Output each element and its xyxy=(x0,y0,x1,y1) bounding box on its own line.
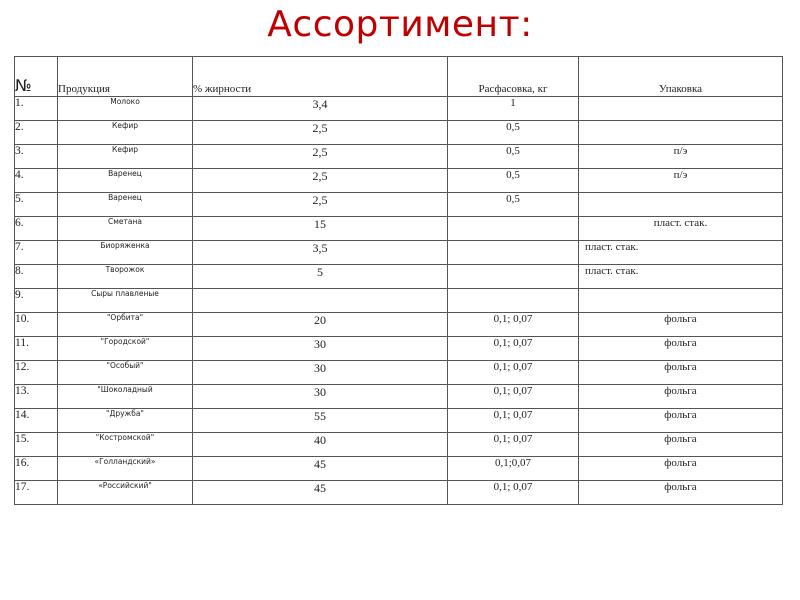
row-product: "Костромской" xyxy=(58,433,193,457)
row-package xyxy=(579,97,783,121)
row-packing: 0,1; 0,07 xyxy=(448,409,579,433)
table-row xyxy=(15,337,783,361)
row-product: "Особый" xyxy=(58,361,193,385)
row-product: Кефир xyxy=(58,121,193,145)
row-fat: 45 xyxy=(193,457,448,481)
row-product: Сметана xyxy=(58,217,193,241)
header-package: Упаковка xyxy=(579,57,783,97)
row-number: 6. xyxy=(15,217,58,241)
row-number: 12. xyxy=(15,361,58,385)
row-package: фольга xyxy=(579,481,783,505)
table-row xyxy=(15,409,783,433)
row-package: пласт. стак. xyxy=(579,217,783,241)
row-package xyxy=(579,193,783,217)
row-product: Биоряженка xyxy=(58,241,193,265)
row-number: 5. xyxy=(15,193,58,217)
row-package: п/э xyxy=(579,145,783,169)
row-product: Варенец xyxy=(58,193,193,217)
row-package xyxy=(579,289,783,313)
row-number: 3. xyxy=(15,145,58,169)
row-number: 8. xyxy=(15,265,58,289)
page-title: Ассортимент: xyxy=(267,4,533,45)
table-row xyxy=(15,361,783,385)
row-number: 11. xyxy=(15,337,58,361)
row-fat: 2,5 xyxy=(193,169,448,193)
row-package: пласт. стак. xyxy=(579,265,783,289)
row-product: «Российский" xyxy=(58,481,193,505)
row-product: "Городской" xyxy=(58,337,193,361)
row-packing: 0,1; 0,07 xyxy=(448,313,579,337)
row-product: Молоко xyxy=(58,97,193,121)
row-number: 14. xyxy=(15,409,58,433)
table-row xyxy=(15,217,783,241)
row-packing xyxy=(448,265,579,289)
table-row xyxy=(15,265,783,289)
row-package: фольга xyxy=(579,313,783,337)
table-row xyxy=(15,169,783,193)
row-product: «Голландский» xyxy=(58,457,193,481)
table-row xyxy=(15,433,783,457)
row-package: фольга xyxy=(579,457,783,481)
row-packing: 1 xyxy=(448,97,579,121)
row-package: пласт. стак. xyxy=(579,241,783,265)
row-packing: 0,5 xyxy=(448,193,579,217)
row-fat: 3,4 xyxy=(193,97,448,121)
row-number: 13. xyxy=(15,385,58,409)
row-number: 17. xyxy=(15,481,58,505)
header-num: № xyxy=(15,57,58,97)
table-row xyxy=(15,481,783,505)
row-package: п/э xyxy=(579,169,783,193)
row-fat: 2,5 xyxy=(193,193,448,217)
header-fat: % жирности xyxy=(193,57,448,97)
row-product: "Орбита" xyxy=(58,313,193,337)
row-package: фольга xyxy=(579,337,783,361)
row-fat: 20 xyxy=(193,313,448,337)
row-number: 9. xyxy=(15,289,58,313)
row-fat: 55 xyxy=(193,409,448,433)
row-package: фольга xyxy=(579,433,783,457)
row-packing: 0,5 xyxy=(448,169,579,193)
row-number: 10. xyxy=(15,313,58,337)
table-row xyxy=(15,457,783,481)
row-packing xyxy=(448,217,579,241)
row-product: Творожок xyxy=(58,265,193,289)
row-packing: 0,1; 0,07 xyxy=(448,433,579,457)
table-row xyxy=(15,97,783,121)
row-product: Варенец xyxy=(58,169,193,193)
row-packing: 0,5 xyxy=(448,145,579,169)
row-number: 7. xyxy=(15,241,58,265)
row-packing: 0,5 xyxy=(448,121,579,145)
row-packing: 0,1; 0,07 xyxy=(448,337,579,361)
row-product: Сыры плавленые xyxy=(58,289,193,313)
row-packing: 0,1; 0,07 xyxy=(448,361,579,385)
table-row xyxy=(15,289,783,313)
row-number: 16. xyxy=(15,457,58,481)
row-fat: 45 xyxy=(193,481,448,505)
row-package: фольга xyxy=(579,361,783,385)
row-number: 4. xyxy=(15,169,58,193)
row-fat: 30 xyxy=(193,361,448,385)
table-header-row xyxy=(15,57,783,97)
row-number: 1. xyxy=(15,97,58,121)
table-row xyxy=(15,385,783,409)
row-number: 15. xyxy=(15,433,58,457)
table-row xyxy=(15,145,783,169)
header-packing: Расфасовка, кг xyxy=(448,57,579,97)
row-fat: 2,5 xyxy=(193,121,448,145)
row-fat: 30 xyxy=(193,337,448,361)
row-fat: 15 xyxy=(193,217,448,241)
row-package: фольга xyxy=(579,385,783,409)
row-fat: 40 xyxy=(193,433,448,457)
header-product: Продукция xyxy=(58,57,193,97)
row-packing xyxy=(448,241,579,265)
table-row xyxy=(15,193,783,217)
row-packing: 0,1; 0,07 xyxy=(448,481,579,505)
row-packing: 0,1;0,07 xyxy=(448,457,579,481)
row-fat: 2,5 xyxy=(193,145,448,169)
row-fat: 5 xyxy=(193,265,448,289)
row-fat: 3,5 xyxy=(193,241,448,265)
row-package: фольга xyxy=(579,409,783,433)
row-fat: 30 xyxy=(193,385,448,409)
row-number: 2. xyxy=(15,121,58,145)
row-package xyxy=(579,121,783,145)
row-packing: 0,1; 0,07 xyxy=(448,385,579,409)
table-row xyxy=(15,241,783,265)
table-row xyxy=(15,121,783,145)
row-fat xyxy=(193,289,448,313)
row-product: Кефир xyxy=(58,145,193,169)
assortment-table xyxy=(14,56,783,505)
row-packing xyxy=(448,289,579,313)
table-row xyxy=(15,313,783,337)
row-product: "Дружба" xyxy=(58,409,193,433)
row-product: "Шоколадный xyxy=(58,385,193,409)
